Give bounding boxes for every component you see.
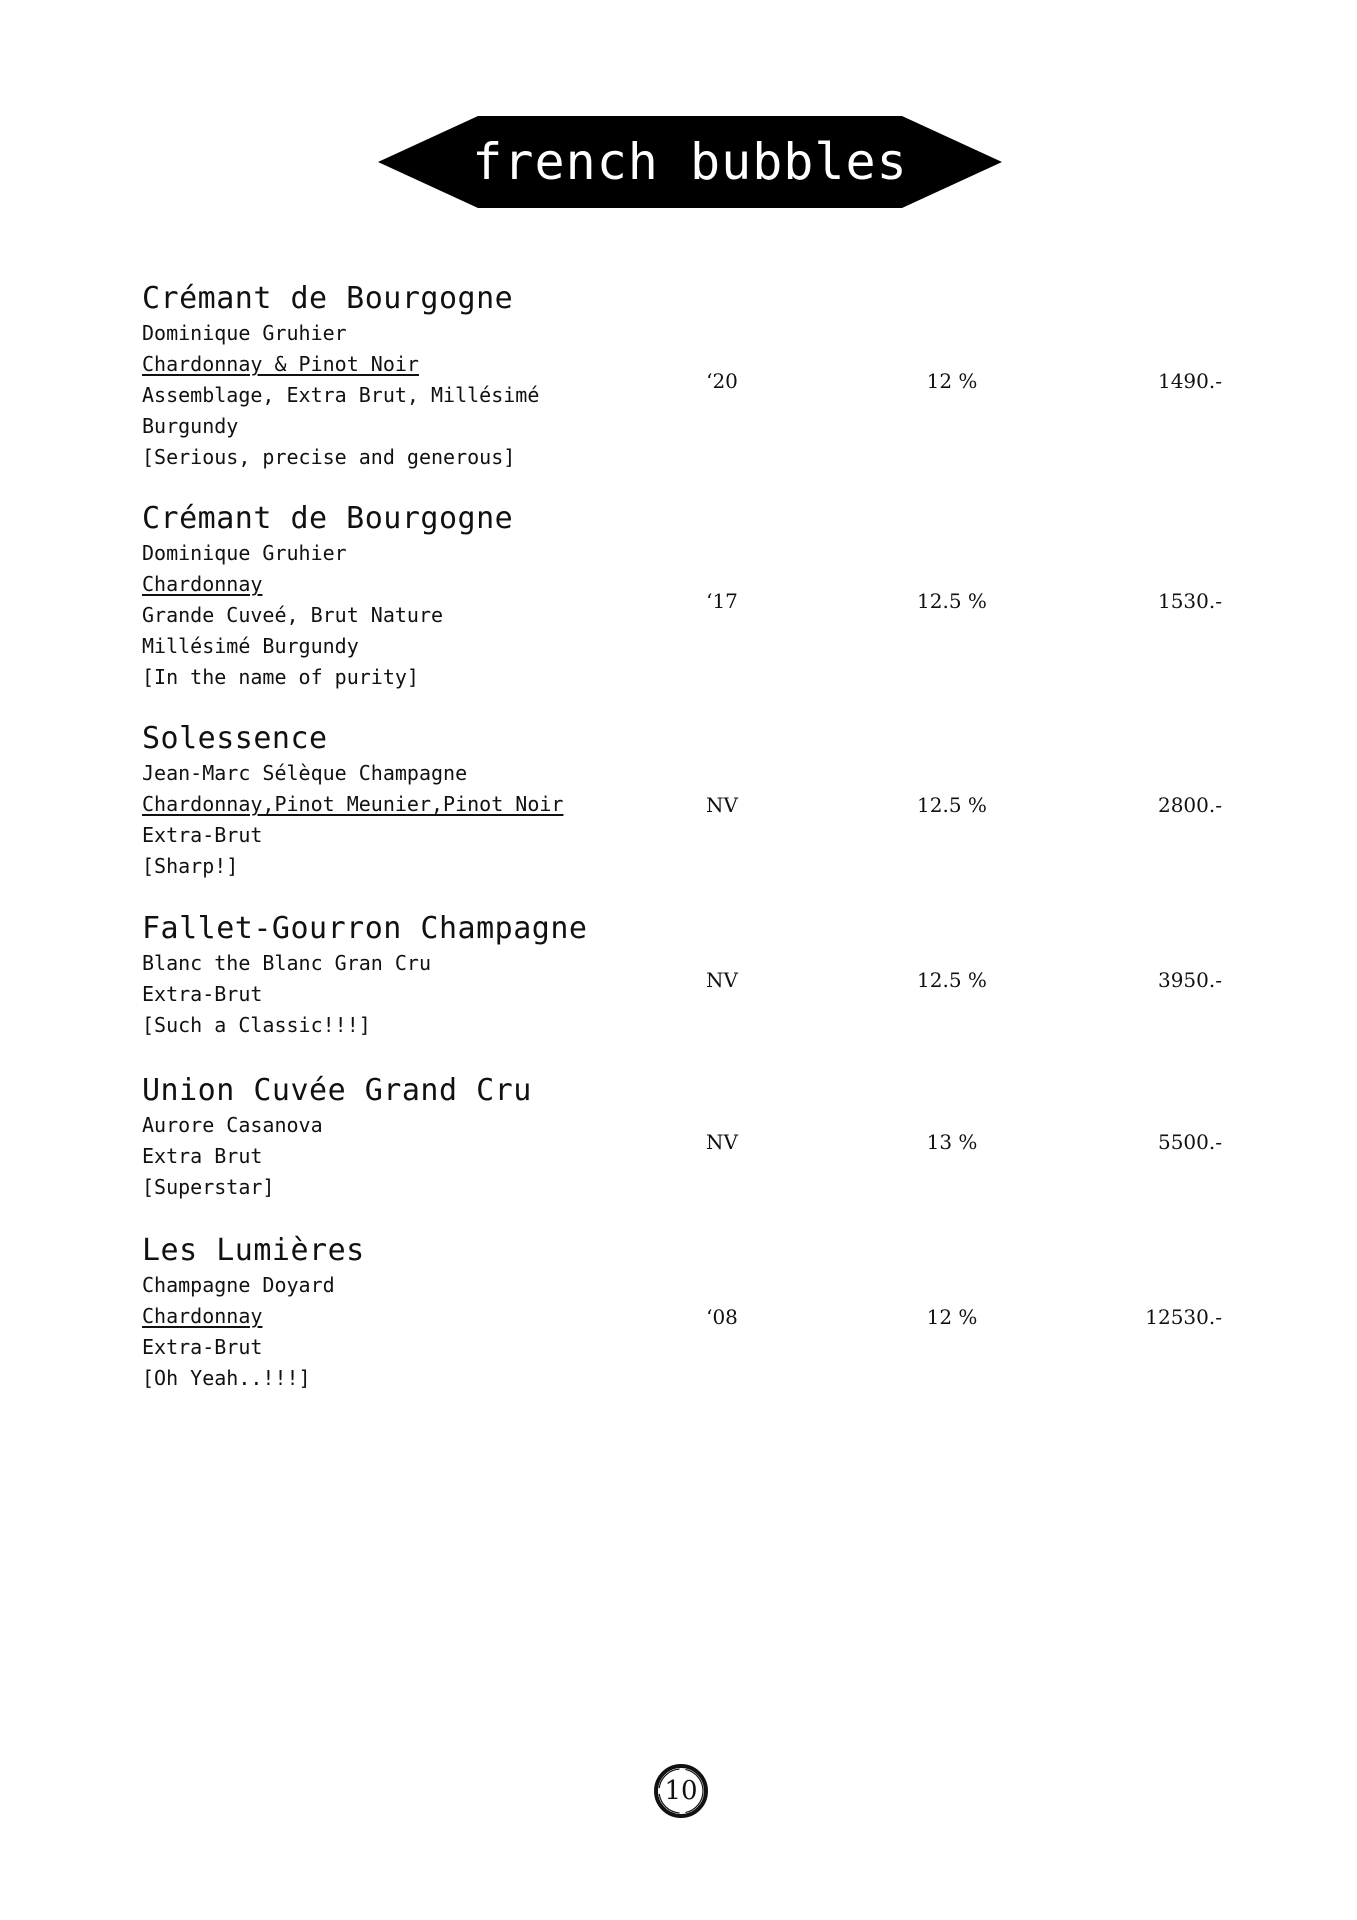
- wine-detail: Extra-Brut: [142, 1335, 263, 1359]
- wine-producer: Blanc the Blanc Gran Cru: [142, 951, 431, 975]
- wine-name: Crémant de Bourgogne: [142, 281, 514, 316]
- wine-note: [Serious, precise and generous]: [142, 445, 516, 469]
- wine-vintage: NV: [706, 1129, 738, 1154]
- wine-name: Les Lumières: [142, 1233, 365, 1268]
- wine-abv: 12.5 %: [917, 793, 987, 817]
- wine-vintage: NV: [706, 793, 738, 817]
- wine-name: Solessence: [142, 721, 328, 756]
- wine-abv: 12.5 %: [917, 967, 987, 992]
- page-title: french bubbles: [472, 133, 908, 191]
- wine-price: 3950.-: [1157, 967, 1222, 992]
- wine-grapes: Chardonnay,Pinot Meunier,Pinot Noir: [142, 792, 564, 816]
- wine-grapes: Chardonnay: [142, 1304, 263, 1328]
- wine-abv: 13 %: [926, 1129, 978, 1154]
- wine-price: 2800.-: [1157, 793, 1222, 817]
- title-banner: [378, 116, 1002, 208]
- wine-detail: Assemblage, Extra Brut, Millésimé: [142, 383, 540, 407]
- wine-note: [Sharp!]: [142, 854, 239, 878]
- wine-producer: Champagne Doyard: [142, 1273, 335, 1297]
- wine-detail: Burgundy: [142, 414, 239, 438]
- wine-grapes: Chardonnay & Pinot Noir: [142, 352, 419, 376]
- wine-note: [In the name of purity]: [142, 665, 419, 689]
- wine-detail: Millésimé Burgundy: [142, 634, 359, 658]
- wine-note: [Such a Classic!!!]: [142, 1013, 371, 1037]
- wine-abv: 12.5 %: [917, 588, 987, 613]
- wine-detail: Extra-Brut: [142, 823, 263, 847]
- wine-price: 5500.-: [1157, 1129, 1222, 1154]
- wine-note: [Oh Yeah..!!!]: [142, 1366, 311, 1390]
- page-number-badge: [653, 1763, 709, 1819]
- wine-abv: 12 %: [926, 368, 978, 393]
- wine-producer: Dominique Gruhier: [142, 321, 347, 345]
- page-number: 10: [664, 1776, 698, 1806]
- wine-vintage: NV: [706, 967, 738, 992]
- wine-detail: Extra Brut: [142, 1144, 263, 1168]
- wine-name: Fallet-Gourron Champagne: [142, 911, 588, 946]
- wine-name: Crémant de Bourgogne: [142, 501, 514, 536]
- wine-note: [Superstar]: [142, 1175, 275, 1199]
- wine-price: 12530.-: [1145, 1305, 1222, 1329]
- wine-entry: [142, 280, 1242, 473]
- wine-detail: Extra-Brut: [142, 982, 263, 1006]
- wine-entry: [142, 720, 1242, 882]
- wine-entry: [142, 500, 1242, 693]
- wine-detail: Grande Cuveé, Brut Nature: [142, 603, 444, 627]
- wine-vintage: ‘08: [706, 1305, 738, 1329]
- wine-entry: [142, 910, 1242, 1041]
- wine-entry: [142, 1232, 1242, 1394]
- wine-vintage: ‘20: [706, 368, 738, 393]
- wine-producer: Aurore Casanova: [142, 1113, 323, 1137]
- wine-price: 1490.-: [1157, 368, 1222, 393]
- wine-grapes: Chardonnay: [142, 572, 263, 596]
- wine-abv: 12 %: [926, 1305, 978, 1329]
- wine-vintage: ‘17: [706, 588, 738, 613]
- wine-name: Union Cuvée Grand Cru: [142, 1073, 532, 1108]
- wine-entry: [142, 1072, 1242, 1203]
- wine-producer: Dominique Gruhier: [142, 541, 347, 565]
- wine-producer: Jean-Marc Sélèque Champagne: [142, 761, 468, 785]
- wine-price: 1530.-: [1157, 588, 1222, 613]
